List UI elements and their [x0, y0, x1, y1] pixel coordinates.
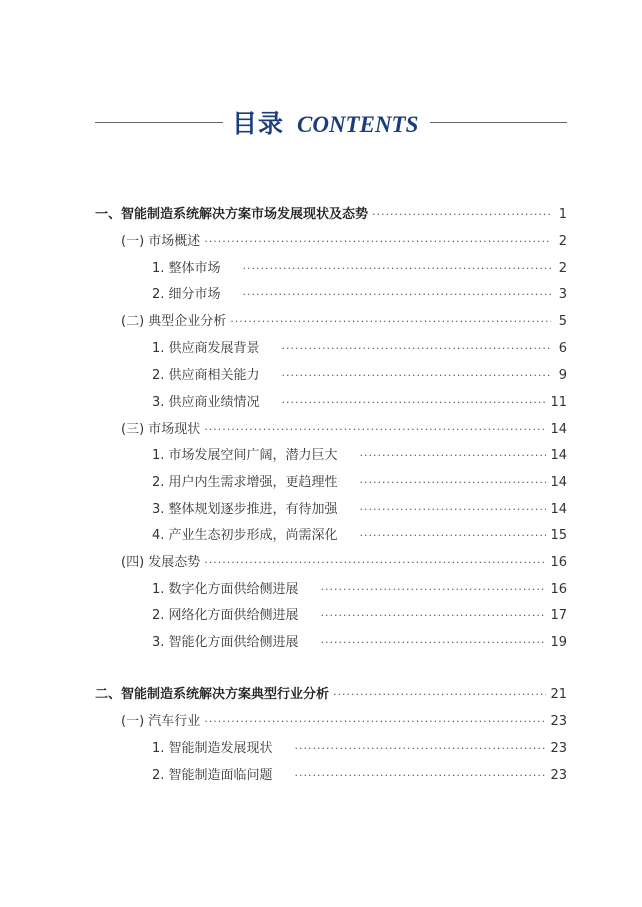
toc-dot-leader: [282, 393, 547, 413]
toc-entry-label: 2. 网络化方面供给侧进展: [152, 608, 299, 623]
toc-entry-label: 3. 智能化方面供给侧进展: [152, 635, 299, 650]
toc-page-number: 14: [550, 475, 567, 490]
toc-page-number: 21: [550, 687, 567, 702]
toc-subsection-entry[interactable]: [152, 633, 567, 653]
toc-dot-leader: [243, 285, 551, 305]
toc-dot-leader: [204, 712, 546, 732]
toc-section-entry[interactable]: [121, 420, 567, 440]
toc-page-number: 23: [550, 714, 567, 729]
toc-section-entry[interactable]: [121, 553, 567, 573]
toc-dot-leader: [230, 312, 551, 332]
toc-entry-label: 1. 整体市场: [152, 261, 221, 276]
page-title-english: CONTENTS: [297, 112, 419, 137]
toc-subsection-entry[interactable]: [152, 339, 567, 359]
toc-dot-leader: [360, 526, 547, 546]
toc-entry-label: 1. 智能制造发展现状: [152, 741, 273, 756]
toc-chapter-entry[interactable]: [95, 685, 567, 705]
toc-page-number: 19: [550, 635, 567, 650]
toc-dot-leader: [204, 232, 551, 252]
toc-page-number: 2: [558, 234, 567, 249]
toc-subsection-entry[interactable]: [152, 285, 567, 305]
toc-subsection-entry[interactable]: [152, 259, 567, 279]
toc-entry-label: (一) 汽车行业: [121, 714, 201, 729]
toc-page-number: 9: [558, 368, 567, 383]
toc-dot-leader: [360, 500, 547, 520]
toc-page-number: 23: [550, 768, 567, 783]
toc-dot-leader: [204, 553, 546, 573]
toc-dot-leader: [282, 366, 551, 386]
toc-entry-label: 二、智能制造系统解决方案典型行业分析: [95, 687, 330, 702]
header-rule-right: [430, 122, 567, 123]
toc-header: [0, 100, 642, 144]
toc-entry-label: 2. 智能制造面临问题: [152, 768, 273, 783]
toc-subsection-entry[interactable]: [152, 526, 567, 546]
toc-entry-label: 3. 整体规划逐步推进，有待加强: [152, 502, 338, 517]
toc-entry-label: 2. 细分市场: [152, 287, 221, 302]
toc-page-number: 2: [558, 261, 567, 276]
toc-page-number: 1: [558, 207, 567, 222]
toc-chapter-entry[interactable]: [95, 205, 567, 225]
toc-page-number: 6: [558, 341, 567, 356]
toc-dot-leader: [321, 606, 547, 626]
toc-subsection-entry[interactable]: [152, 606, 567, 626]
toc-page-number: 11: [550, 395, 567, 410]
toc-dot-leader: [321, 633, 547, 653]
page-title: 目录: [232, 109, 285, 138]
toc-page-number: 16: [550, 555, 567, 570]
toc-page-number: 17: [550, 608, 567, 623]
toc-page-number: 3: [558, 287, 567, 302]
toc-entry-label: 1. 供应商发展背景: [152, 341, 260, 356]
toc-dot-leader: [372, 205, 551, 225]
toc-entry-label: 1. 市场发展空间广阔，潜力巨大: [152, 448, 338, 463]
toc-subsection-entry[interactable]: [152, 580, 567, 600]
toc-section-entry[interactable]: [121, 232, 567, 252]
toc-entry-label: 3. 供应商业绩情况: [152, 395, 260, 410]
toc-dot-leader: [204, 420, 546, 440]
toc-page-number: 14: [550, 422, 567, 437]
toc-subsection-entry[interactable]: [152, 366, 567, 386]
header-rule-left: [95, 122, 223, 123]
toc-page-number: 14: [550, 448, 567, 463]
toc-subsection-entry[interactable]: [152, 500, 567, 520]
toc-dot-leader: [360, 473, 547, 493]
toc-entry-label: (三) 市场现状: [121, 422, 201, 437]
toc-dot-leader: [295, 739, 547, 759]
toc-subsection-entry[interactable]: [152, 393, 567, 413]
toc-section-entry[interactable]: [121, 712, 567, 732]
toc-page-number: 5: [558, 314, 567, 329]
toc-entry-label: 4. 产业生态初步形成，尚需深化: [152, 528, 338, 543]
toc-entry-label: 1. 数字化方面供给侧进展: [152, 582, 299, 597]
toc-entry-label: (二) 典型企业分析: [121, 314, 227, 329]
toc-entry-label: 2. 用户内生需求增强，更趋理性: [152, 475, 338, 490]
toc-entry-label: (一) 市场概述: [121, 234, 201, 249]
toc-subsection-entry[interactable]: [152, 446, 567, 466]
toc-subsection-entry[interactable]: [152, 739, 567, 759]
toc-page-number: 23: [550, 741, 567, 756]
toc-dot-leader: [282, 339, 551, 359]
toc-dot-leader: [333, 685, 546, 705]
toc-entry-label: 一、智能制造系统解决方案市场发展现状及态势: [95, 207, 369, 222]
toc-subsection-entry[interactable]: [152, 473, 567, 493]
toc-page-number: 14: [550, 502, 567, 517]
toc-subsection-entry[interactable]: [152, 766, 567, 786]
toc-dot-leader: [360, 446, 547, 466]
toc-page-number: 15: [550, 528, 567, 543]
toc-entry-label: 2. 供应商相关能力: [152, 368, 260, 383]
toc-page-number: 16: [550, 582, 567, 597]
toc-section-entry[interactable]: [121, 312, 567, 332]
toc-entry-label: (四) 发展态势: [121, 555, 201, 570]
toc-dot-leader: [321, 580, 547, 600]
toc-dot-leader: [295, 766, 547, 786]
toc-dot-leader: [243, 259, 551, 279]
